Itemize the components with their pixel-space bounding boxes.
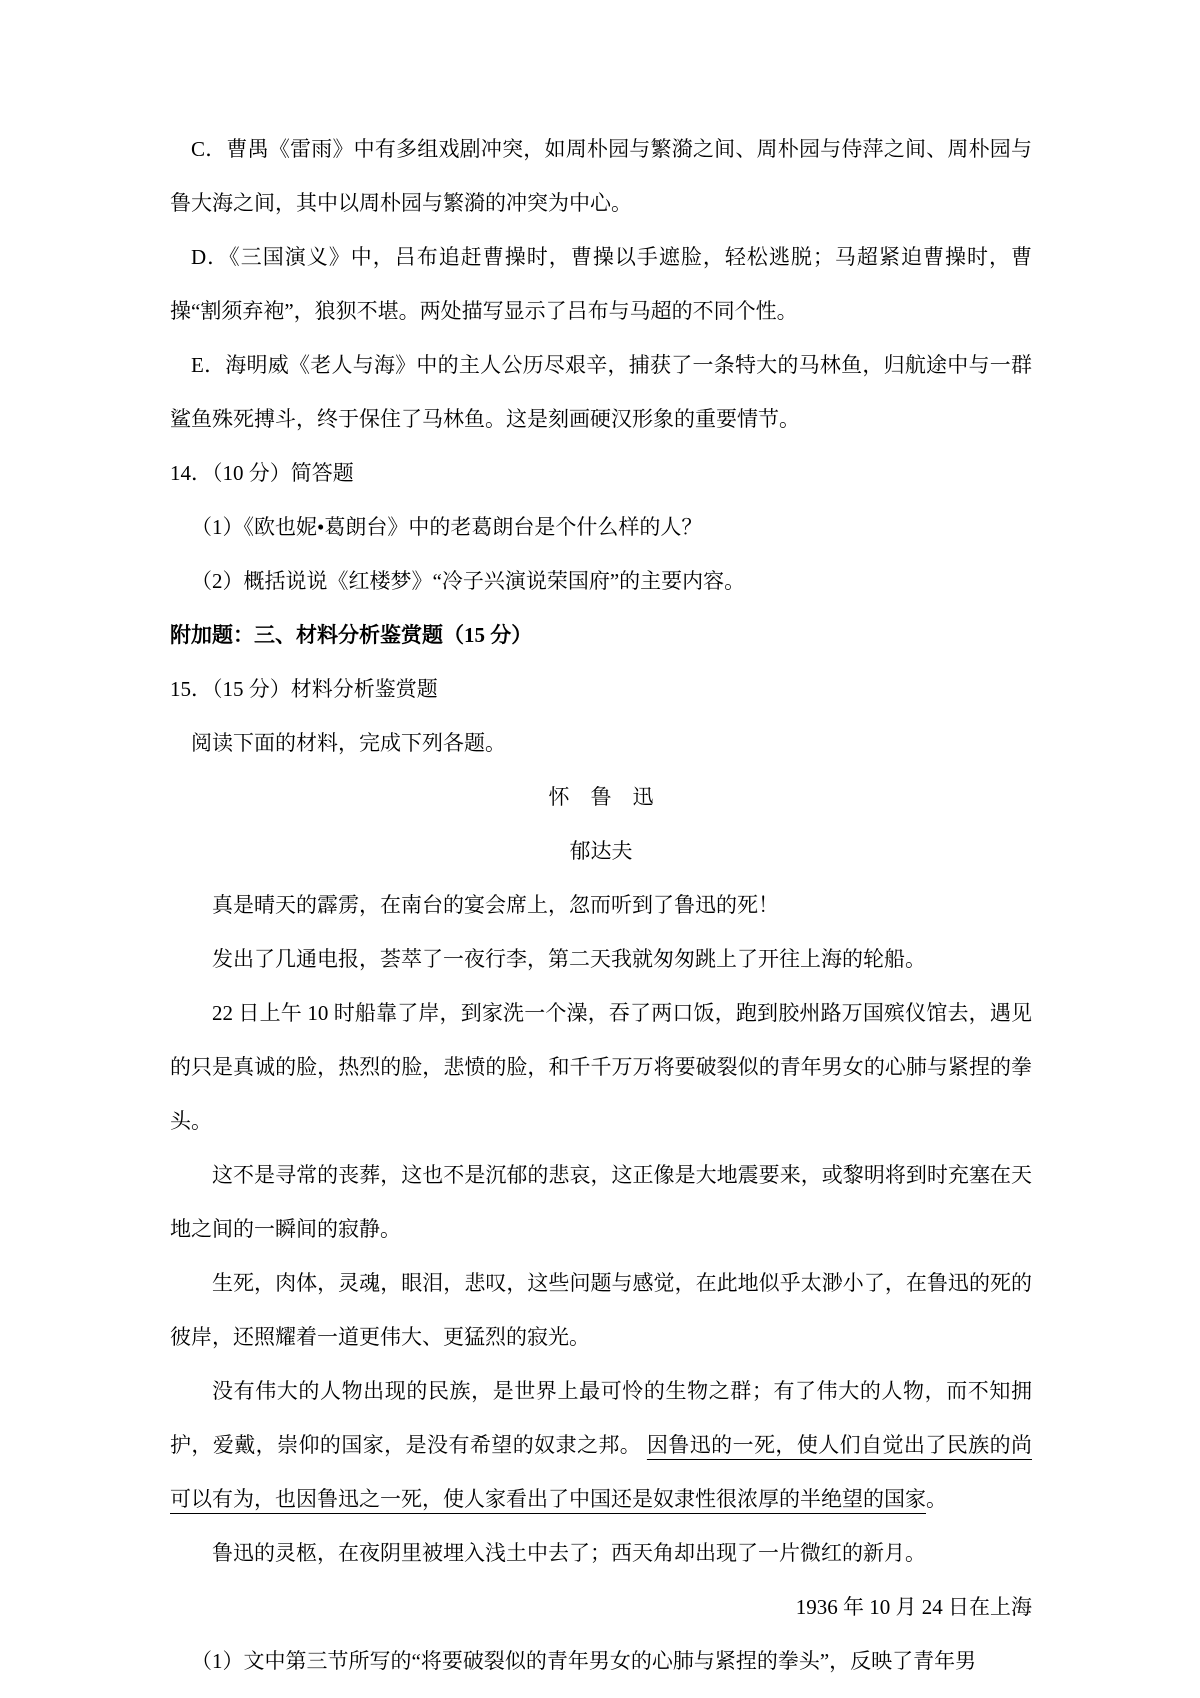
text-run: 22 日上午 10 时船靠了岸，到家洗一个澡，吞了两口饭，跑到胶州路万国殡仪馆去，遇见的只是真诚的脸，热烈的脸，悲愤的脸，和千千万万将要破裂似的青年男女的心肺与紧捏的拳头。 [170, 1001, 1032, 1133]
paragraph [170, 1634, 1032, 1688]
paragraph [170, 662, 1032, 716]
text-run: 生死，肉体，灵魂，眼泪，悲叹，这些问题与感觉，在此地似乎太渺小了，在鲁迅的死的彼岸，还照耀着一道更伟大、更猛烈的寂光。 [170, 1271, 1032, 1349]
paragraph [170, 986, 1032, 1148]
paragraph [170, 1526, 1032, 1580]
paragraph [170, 878, 1032, 932]
paragraph [170, 1256, 1032, 1364]
paragraph [170, 716, 1032, 770]
text-run: 发出了几通电报，荟萃了一夜行李，第二天我就匆匆跳上了开往上海的轮船。 [212, 947, 926, 971]
text-run: 。 [926, 1487, 947, 1511]
underlined-text: 因鲁迅的一死，使人们自觉出了民族的尚可以有为，也因鲁迅之一死，使人家看出了中国还是奴隶性很浓厚的半绝望的国家 [170, 1433, 1033, 1511]
paragraph [170, 500, 1032, 554]
paragraph [170, 446, 1032, 500]
paragraph [170, 122, 1032, 230]
text-run: （2）概括说说《红楼梦》“冷子兴演说荣国府”的主要内容。 [191, 569, 746, 593]
paragraph [170, 554, 1032, 608]
text-run: （1）《欧也妮•葛朗台》中的老葛朗台是个什么样的人？ [191, 515, 703, 539]
text-run: 郁达夫 [569, 839, 633, 863]
text-run: （1）文中第三节所写的“将要破裂似的青年男女的心肺与紧捏的拳头”，反映了青年男 [191, 1649, 977, 1673]
text-run: 阅读下面的材料，完成下列各题。 [191, 731, 506, 755]
text-run: C．曹禺《雷雨》中有多组戏剧冲突，如周朴园与繁漪之间、周朴园与侍萍之间、周朴园与鲁大海之间，其中以周朴园与繁漪的冲突为中心。 [170, 137, 1032, 215]
text-run: 真是晴天的霹雳，在南台的宴会席上，忽而听到了鲁迅的死！ [212, 893, 779, 917]
text-run: 鲁迅的灵柩，在夜阴里被埋入浅土中去了；西天角却出现了一片微红的新月。 [212, 1541, 926, 1565]
paragraph [170, 338, 1032, 446]
text-run: E．海明威《老人与海》中的主人公历尽艰辛，捕获了一条特大的马林鱼，归航途中与一群鲨鱼殊死搏斗，终于保住了马林鱼。这是刻画硬汉形象的重要情节。 [170, 353, 1032, 431]
paragraph [170, 1580, 1032, 1634]
text-run: D．《三国演义》中，吕布追赶曹操时，曹操以手遮脸，轻松逃脱；马超紧迫曹操时，曹操“割须弃袍”，狼狈不堪。两处描写显示了吕布与马超的不同个性。 [170, 245, 1032, 323]
text-run: 没有伟大的人物出现的民族，是世界上最可怜的生物之群；有了伟大的人物，而不知拥护，爱戴，崇仰的国家，是没有希望的奴隶之邦。 [170, 1379, 1032, 1457]
paragraph [170, 1364, 1032, 1526]
document-body [170, 122, 1032, 1688]
paragraph [170, 932, 1032, 986]
text-run: 1936 年 10 月 24 日在上海 [795, 1595, 1032, 1619]
paragraph [170, 230, 1032, 338]
text-run: 14．（10 分）简答题 [170, 461, 354, 485]
text-run: 附加题：三、材料分析鉴赏题（15 分） [170, 623, 533, 647]
paragraph [170, 824, 1032, 878]
paragraph [170, 1148, 1032, 1256]
text-run: 这不是寻常的丧葬，这也不是沉郁的悲哀，这正像是大地震要来，或黎明将到时充塞在天地之间的一瞬间的寂静。 [170, 1163, 1032, 1241]
text-run: 怀 鲁 迅 [548, 785, 654, 809]
paragraph [170, 608, 1032, 662]
paragraph [170, 770, 1032, 824]
text-run: 15．（15 分）材料分析鉴赏题 [170, 677, 438, 701]
